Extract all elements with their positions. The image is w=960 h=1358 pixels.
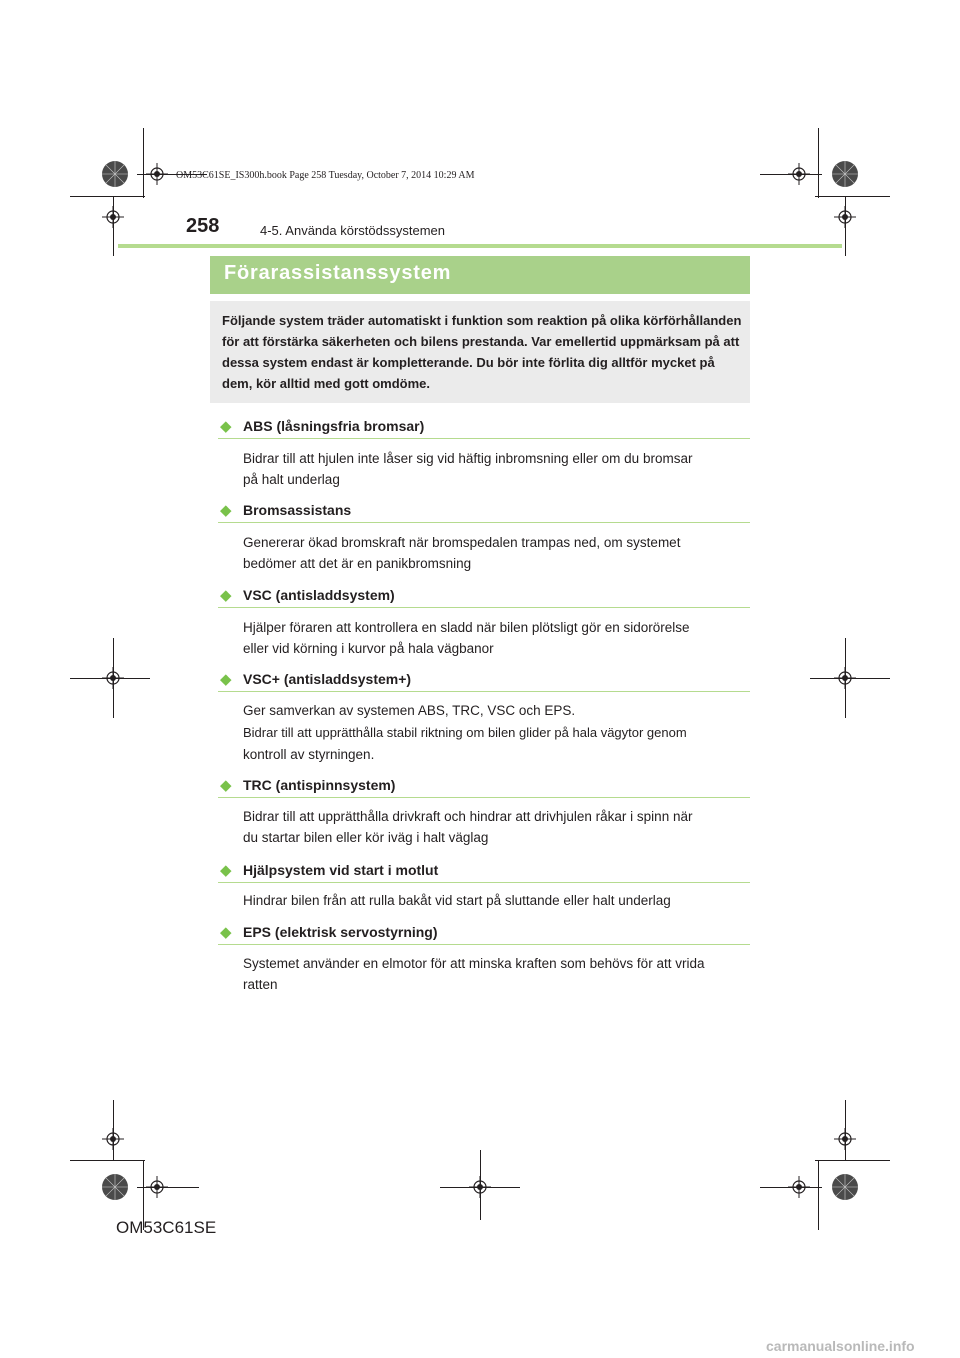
crop-line (113, 196, 114, 256)
feature-description-line: på halt underlag (243, 472, 340, 487)
intro-line: Följande system träder automatiskt i funktion som reaktion på olika körförhållanden (222, 313, 742, 328)
title-bar (210, 256, 750, 294)
feature-rule (218, 944, 750, 945)
crop-line (818, 1160, 819, 1230)
page-number: 258 (186, 215, 220, 237)
feature-rule (218, 797, 750, 798)
intro-line: dessa system endast är kompletterande. Du bör inte förlita dig alltför mycket på (222, 355, 715, 370)
diamond-bullet-icon: ◆ (220, 862, 232, 879)
feature-heading (218, 922, 750, 946)
print-info: OM53C61SE_IS300h.book Page 258 Tuesday, October 7, 2014 10:29 AM (176, 170, 475, 181)
sunburst-mark-icon (101, 1173, 129, 1201)
crop-line (137, 1187, 199, 1188)
feature-description-line: Genererar ökad bromskraft när bromspedalen trampas ned, om systemet (243, 535, 681, 550)
feature-title: VSC (antisladdsystem) (243, 587, 395, 603)
crop-line (810, 678, 890, 679)
crop-line (845, 196, 846, 256)
crop-line (845, 1100, 846, 1160)
feature-description-line: du startar bilen eller kör iväg i halt väglag (243, 830, 489, 845)
feature-heading (218, 416, 750, 440)
sunburst-mark-icon (831, 160, 859, 188)
feature-description-line: kontroll av styrningen. (243, 747, 375, 762)
header-rule (118, 244, 842, 248)
crop-line (815, 196, 890, 197)
diamond-bullet-icon: ◆ (220, 418, 232, 435)
feature-description-line: Bidrar till att upprätthålla drivkraft och hindrar att drivhjulen råkar i spinn när (243, 809, 693, 824)
crop-line (113, 1100, 114, 1160)
feature-heading (218, 669, 750, 693)
feature-title: Hjälpsystem vid start i motlut (243, 862, 439, 878)
feature-description-line: bedömer att det är en panikbromsning (243, 556, 472, 571)
diamond-bullet-icon: ◆ (220, 502, 232, 519)
feature-rule (218, 691, 750, 692)
feature-heading (218, 860, 750, 884)
feature-title: VSC+ (antisladdsystem+) (243, 671, 412, 687)
feature-title: ABS (låsningsfria bromsar) (243, 418, 425, 434)
feature-description-line: Hindrar bilen från att rulla bakåt vid start på sluttande eller halt underlag (243, 893, 671, 908)
diamond-bullet-icon: ◆ (220, 924, 232, 941)
feature-rule (218, 882, 750, 883)
document-code: OM53C61SE (116, 1218, 217, 1237)
crop-line (818, 128, 819, 198)
feature-rule (218, 607, 750, 608)
feature-description-line: Ger samverkan av systemen ABS, TRC, VSC och EPS. (243, 703, 576, 718)
crop-line (480, 1150, 481, 1220)
feature-description-line: Systemet använder en elmotor för att minska kraften som behövs för att vrida (243, 956, 705, 971)
diamond-bullet-icon: ◆ (220, 671, 232, 688)
crop-line (70, 678, 150, 679)
crop-line (845, 638, 846, 718)
section-header: 4-5. Använda körstödssystemen (260, 223, 445, 238)
feature-description-line: Bidrar till att upprätthålla stabil riktning om bilen glider på hala vägytor genom (243, 725, 687, 740)
crop-line (70, 1160, 145, 1161)
sunburst-mark-icon (831, 1173, 859, 1201)
crop-line (440, 1187, 520, 1188)
intro-line: dem, kör alltid med gott omdöme. (222, 376, 431, 391)
feature-heading (218, 775, 750, 799)
feature-heading (218, 585, 750, 609)
sunburst-mark-icon (101, 160, 129, 188)
feature-title: TRC (antispinnsystem) (243, 777, 396, 793)
feature-heading (218, 500, 750, 524)
feature-title: EPS (elektrisk servostyrning) (243, 924, 438, 940)
feature-description-line: ratten (243, 977, 278, 992)
crop-line (760, 174, 822, 175)
diamond-bullet-icon: ◆ (220, 587, 232, 604)
crop-line (815, 1160, 890, 1161)
feature-rule (218, 522, 750, 523)
crop-line (760, 1187, 822, 1188)
diamond-bullet-icon: ◆ (220, 777, 232, 794)
crop-line (113, 638, 114, 718)
intro-box (210, 301, 750, 403)
page-title: Förarassistanssystem (224, 262, 452, 284)
crop-line (143, 128, 144, 198)
intro-line: för att förstärka säkerheten och bilens prestanda. Var emellertid uppmärksam på att (222, 334, 740, 349)
crop-line (70, 196, 145, 197)
feature-description-line: Hjälper föraren att kontrollera en sladd när bilen plötsligt gör en sidorörelse (243, 620, 690, 635)
feature-description-line: Bidrar till att hjulen inte låser sig vid häftig inbromsning eller om du bromsar (243, 451, 693, 466)
feature-description-line: eller vid körning i kurvor på hala vägbanor (243, 641, 494, 656)
feature-rule (218, 438, 750, 439)
watermark: carmanualsonline.info (766, 1338, 915, 1354)
feature-title: Bromsassistans (243, 502, 352, 518)
